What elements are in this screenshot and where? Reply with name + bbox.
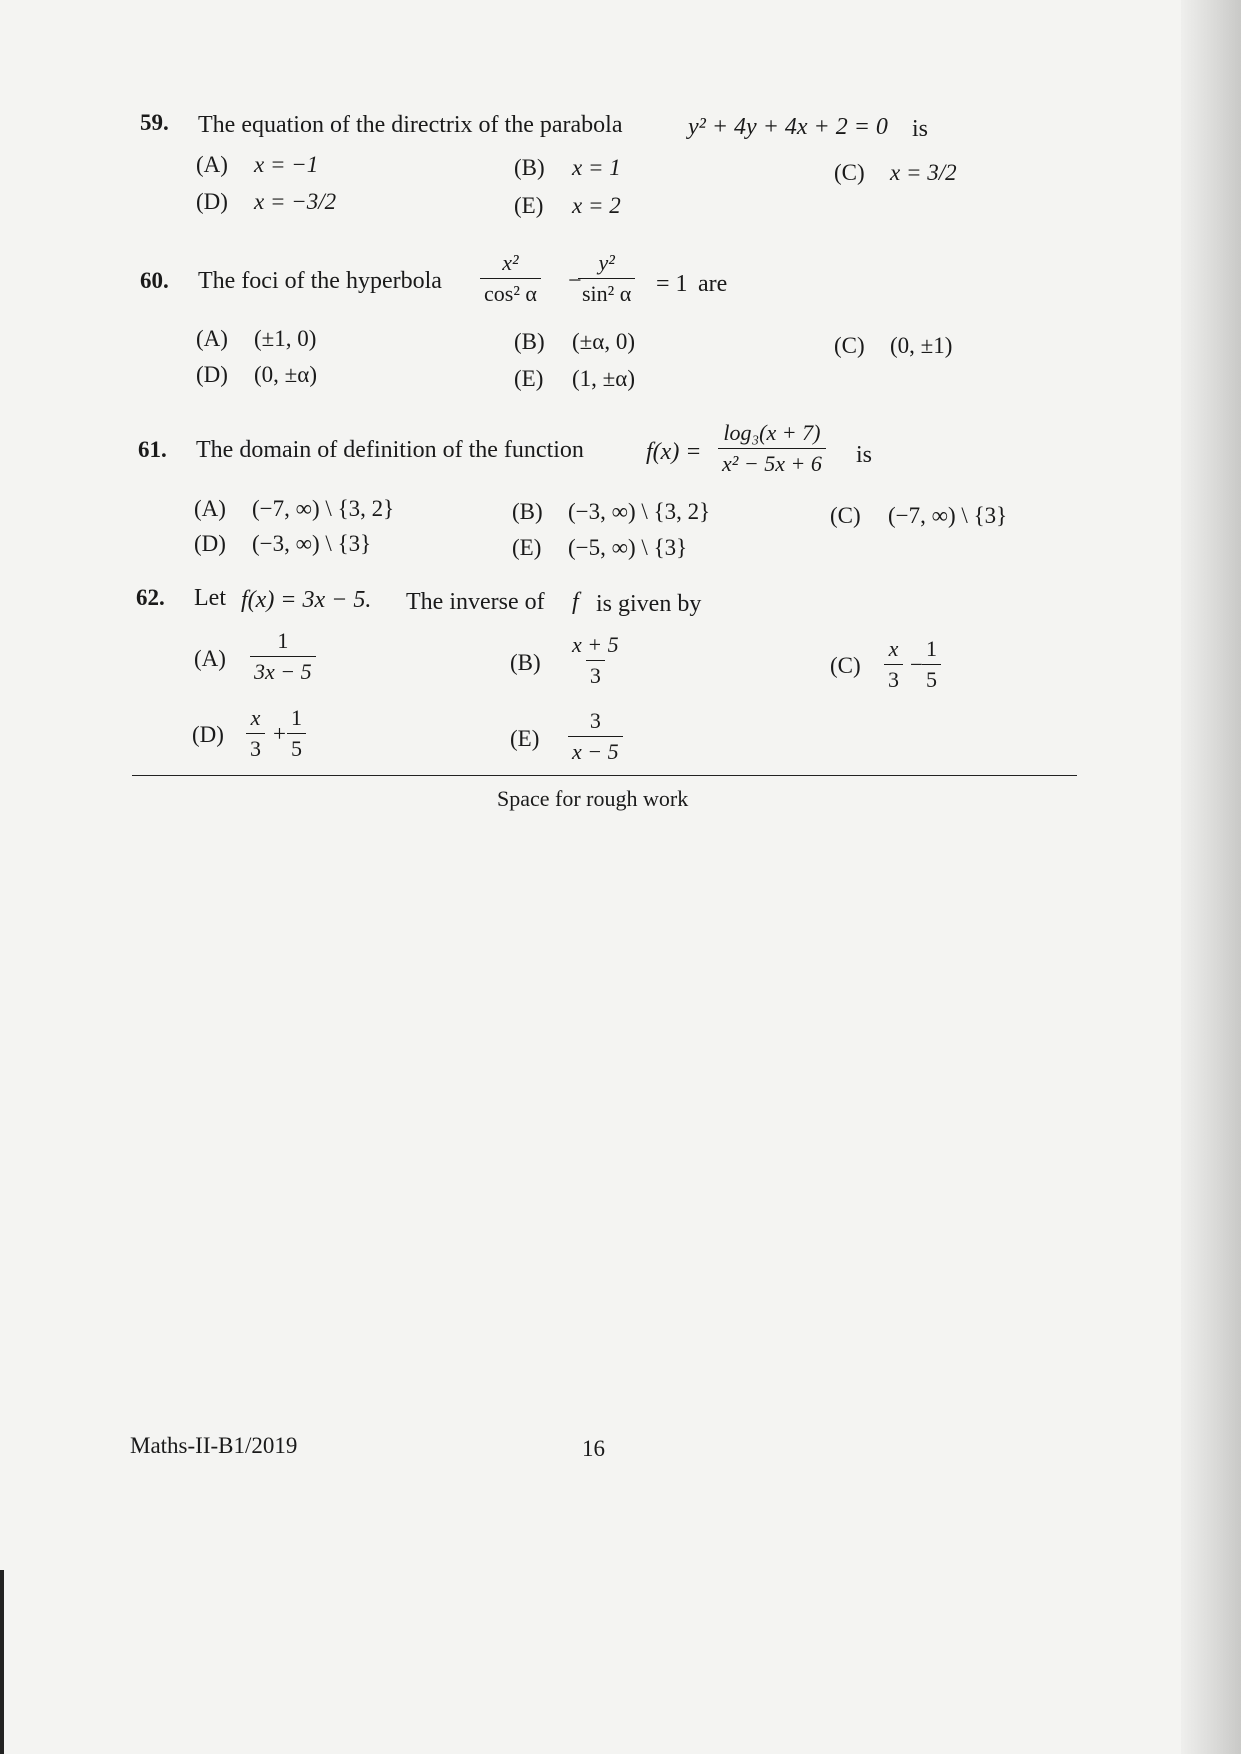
option-value: (−7, ∞) \ {3} xyxy=(888,503,1008,528)
option-value: x = 2 xyxy=(572,193,621,218)
option-value: (±1, 0) xyxy=(254,326,317,351)
option-value: (−5, ∞) \ {3} xyxy=(568,535,688,560)
question-text: is given by xyxy=(596,591,702,617)
option-label: (E) xyxy=(512,535,542,560)
question-suffix: are xyxy=(698,271,728,297)
option-fraction-term1: $\frac{x}{3}$ xyxy=(246,705,265,763)
option-fraction-term2: $\frac{1}{5}$ xyxy=(922,636,941,694)
option-label: (E) xyxy=(510,726,540,751)
option-label: (D) xyxy=(192,722,224,747)
option-label: (C) xyxy=(830,653,861,678)
function-definition: f(x) = 3x − 5. xyxy=(241,587,372,613)
question-text: The domain of definition of the function xyxy=(196,437,584,463)
option-label: (D) xyxy=(196,189,228,214)
page-edge-mark xyxy=(0,1570,4,1754)
section-divider xyxy=(132,775,1077,776)
option-value: x = −3/2 xyxy=(254,189,337,214)
option-value: (1, ±α) xyxy=(572,366,635,391)
operator: − xyxy=(910,652,923,677)
option-label: (C) xyxy=(834,333,865,358)
fraction-x2-over-cos2: $\frac{\text{x²}}{\text{cos² α}}$ xyxy=(480,250,541,308)
option-value: (0, ±1) xyxy=(890,333,953,358)
option-value: (−3, ∞) \ {3} xyxy=(252,531,372,556)
question-text: The equation of the directrix of the parabola xyxy=(198,112,623,138)
question-suffix: is xyxy=(856,442,873,468)
option-label: (E) xyxy=(514,193,544,218)
question-text: Let xyxy=(194,585,226,611)
paper-code: Maths-II-B1/2019 xyxy=(130,1433,298,1458)
question-text: The foci of the hyperbola xyxy=(198,268,442,294)
option-value: (0, ±α) xyxy=(254,362,317,387)
option-label: (B) xyxy=(512,499,543,524)
option-value: x = −1 xyxy=(254,152,319,177)
equation-rhs: = 1 xyxy=(656,271,688,297)
option-label: (B) xyxy=(510,650,541,675)
function-lhs: f(x) = xyxy=(646,439,702,465)
question-expression: y² + 4y + 4x + 2 = 0 xyxy=(688,114,888,140)
page-edge-shadow xyxy=(1181,0,1241,1754)
question-suffix: is xyxy=(912,116,929,142)
option-fraction: $\frac{x + 5}{3}$ xyxy=(572,632,619,689)
option-label: (A) xyxy=(194,646,226,671)
question-text: The inverse of xyxy=(406,589,545,615)
option-fraction-term1: $\frac{x}{3}$ xyxy=(884,636,903,694)
option-fraction-term2: $\frac{1}{5}$ xyxy=(287,705,306,763)
option-label: (A) xyxy=(194,496,226,521)
minus-sign: − xyxy=(568,268,582,294)
option-label: (C) xyxy=(830,503,861,528)
option-value: (−3, ∞) \ {3, 2} xyxy=(568,499,711,524)
option-value: x = 3/2 xyxy=(890,160,957,185)
option-value: (±α, 0) xyxy=(572,329,635,354)
option-label: (B) xyxy=(514,155,545,180)
operator: + xyxy=(273,721,286,746)
option-label: (B) xyxy=(514,329,545,354)
fraction-y2-over-sin2: $\frac{\text{y²}}{\text{sin² α}}$ xyxy=(578,250,635,308)
option-fraction: $\frac{3}{x - 5}$ xyxy=(568,708,623,766)
function-symbol: f xyxy=(572,589,579,615)
question-number: 62. xyxy=(136,585,165,610)
option-label: (D) xyxy=(196,362,228,387)
rough-work-caption: Space for rough work xyxy=(497,786,689,811)
option-value: (−7, ∞) \ {3, 2} xyxy=(252,496,395,521)
option-label: (E) xyxy=(514,366,544,391)
question-number: 60. xyxy=(140,268,169,293)
question-number: 59. xyxy=(140,110,169,135)
option-fraction: $\frac{1}{3x - 5}$ xyxy=(250,628,316,686)
question-number: 61. xyxy=(138,437,167,462)
option-label: (D) xyxy=(194,531,226,556)
page-number: 16 xyxy=(582,1436,605,1461)
option-label: (C) xyxy=(834,160,865,185)
option-label: (A) xyxy=(196,326,228,351)
option-label: (A) xyxy=(196,152,228,177)
fraction-log-over-quadratic: $\frac{\text{log₃(x + 7)}}{\text{x² − 5x + 6}}$ xyxy=(718,420,826,478)
option-value: x = 1 xyxy=(572,155,621,180)
